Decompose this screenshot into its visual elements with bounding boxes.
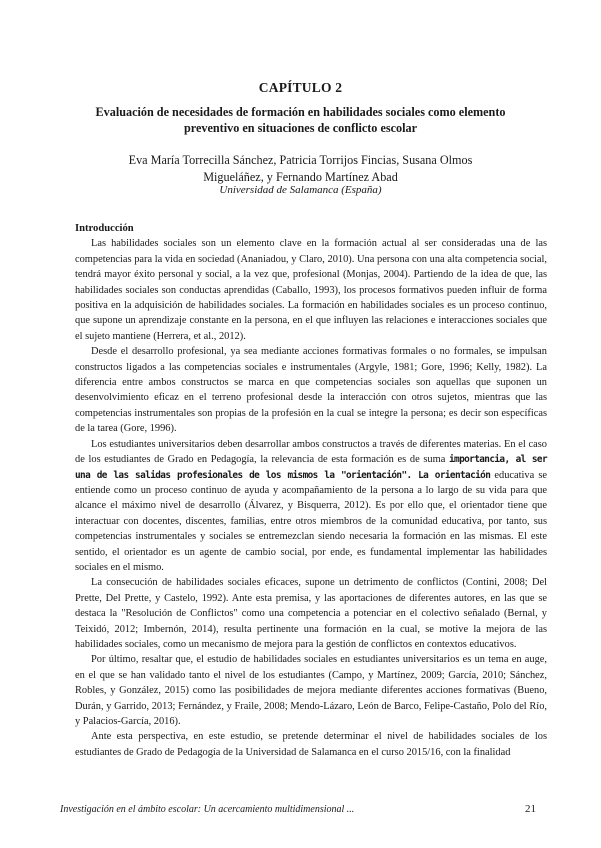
paragraph-4: La consecución de habilidades sociales eficaces, supone un detrimento de conflictos (Contini, 2008; Del Prette, Del Prette, y Castelo, 1992). Ante esta premisa, y las aportaciones de diferentes autores, en las que se destaca la "Resolución de Conflictos" como una competencia a potenciar en el colectivo señalado (Bernal, y Teixidó, 2012; Imbernón, 2014), resulta pertinente una formación en la cual, se motive la mejora de las habilidades sociales, como un mecanismo de mejora para la gestión de conflictos en contextos educativos. xyxy=(75,577,547,650)
chapter-title: Evaluación de necesidades de formación en habilidades sociales como elemento preventivo en situaciones de conflicto escolar xyxy=(95,105,506,135)
chapter-label: CAPÍTULO 2 xyxy=(258,80,343,95)
paragraph-3-after: educativa se entiende como un proceso continuo de ayuda y acompañamiento de la persona a lo largo de su vida para que alcance el máximo nivel de desarrollo (Álvarez, y Bisquerra, 2012). Es por ello que, el orientador tiene que interactuar con docentes, discentes, familias, entre otros miembros de la comunidad educativa, por tanto, sus competencias instrumentales y sociales se entremezclan siendo necesaria la formación en las mismas. El este sentido, el orientador es un agente de cambio social, por ende, es fundamental implementar las habilidades sociales en el mismo. xyxy=(75,469,547,573)
footer-book-title: Investigación en el ámbito escolar: Un acercamiento multidimensional ... xyxy=(60,804,355,815)
paragraph-1: Las habilidades sociales son un elemento clave en la formación actual al ser consideradas una de las competencias para la vida en sociedad (Ananiadou, y Claro, 2010). Una persona con una alta competencia social, tendrá mayor éxito personal y social, a la vez que, profesional (Monjas, 2004). Partiendo de la idea de que, las habilidades sociales son conductas aprendidas (Caballo, 1993), los procesos formativos pueden influir de forma positiva en la adquisición de habilidades sociales. La formación en habilidades sociales es un proceso continuo, que supone un aprendizaje constante en la persona, en el que influyen las relaciones e interacciones sociales que el sujeto mantiene (Herrera, et al., 2012). xyxy=(75,238,547,342)
authors-line-1: Eva María Torrecilla Sánchez, Patricia Torrijos Fincias, Susana Olmos xyxy=(128,153,473,167)
paragraph-6: Ante esta perspectiva, en este estudio, se pretende determinar el nivel de habilidades sociales de los estudiantes de Grado de Pedagogía de la Universidad de Salamanca en el curso 2015/16, con la finalidad xyxy=(75,731,547,758)
paragraph-3 xyxy=(75,437,547,576)
authors-line-2: Migueláñez, y Fernando Martínez Abad xyxy=(203,170,398,184)
authors xyxy=(80,152,521,186)
affiliation: Universidad de Salamanca (España) xyxy=(219,184,382,196)
section-heading: Introducción xyxy=(75,223,134,234)
paragraph-3-before: Los estudiantes universitarios deben desarrollar ambos constructos a través de diferentes materias. En el caso de los estudiantes de Grado en Pedagogía, la relevancia de esta formación es de suma xyxy=(75,438,547,466)
page-number: 21 xyxy=(525,803,536,815)
paragraph-2: Desde el desarrollo profesional, ya sea mediante acciones formativas formales o no formales, se impulsan constructos ligados a las competencias sociales e instrumentales (Argyle, 1981; Gore, 1996; Kelly, 1982). La diferencia entre ambos constructos se marca en que competencias sociales son aquellas que suponen un desenvolvimiento eficaz en el terreno profesional desde la interacción con otros sujetos, mientras que las competencias instrumentales son propias de la profesión en la cual se integre la persona; es decir son específicas de la tarea (Gore, 1996). xyxy=(75,346,547,435)
body-text xyxy=(75,221,547,760)
paragraph-5: Por último, resaltar que, el estudio de habilidades sociales en estudiantes universitarios es un tema en auge, en el que se han validado tanto el nivel de los estudiantes (Campo, y Martínez, 2009; García, 2010; Sánchez, Robles, y González, 2015) como las posibilidades de mejora mediante diferentes acciones formativas (Bueno, Durán, y Garrido, 2013; Fernández, y Fraile, 2008; Mendo-Lázaro, León de Barco, Felipe-Castaño, Polo del Río, y Palacios-García, 2016). xyxy=(75,654,547,727)
paragraph-3-emphasis: importancia, al ser una de las salidas profesionales de los mismos la "orientación". La orientación xyxy=(75,454,547,481)
